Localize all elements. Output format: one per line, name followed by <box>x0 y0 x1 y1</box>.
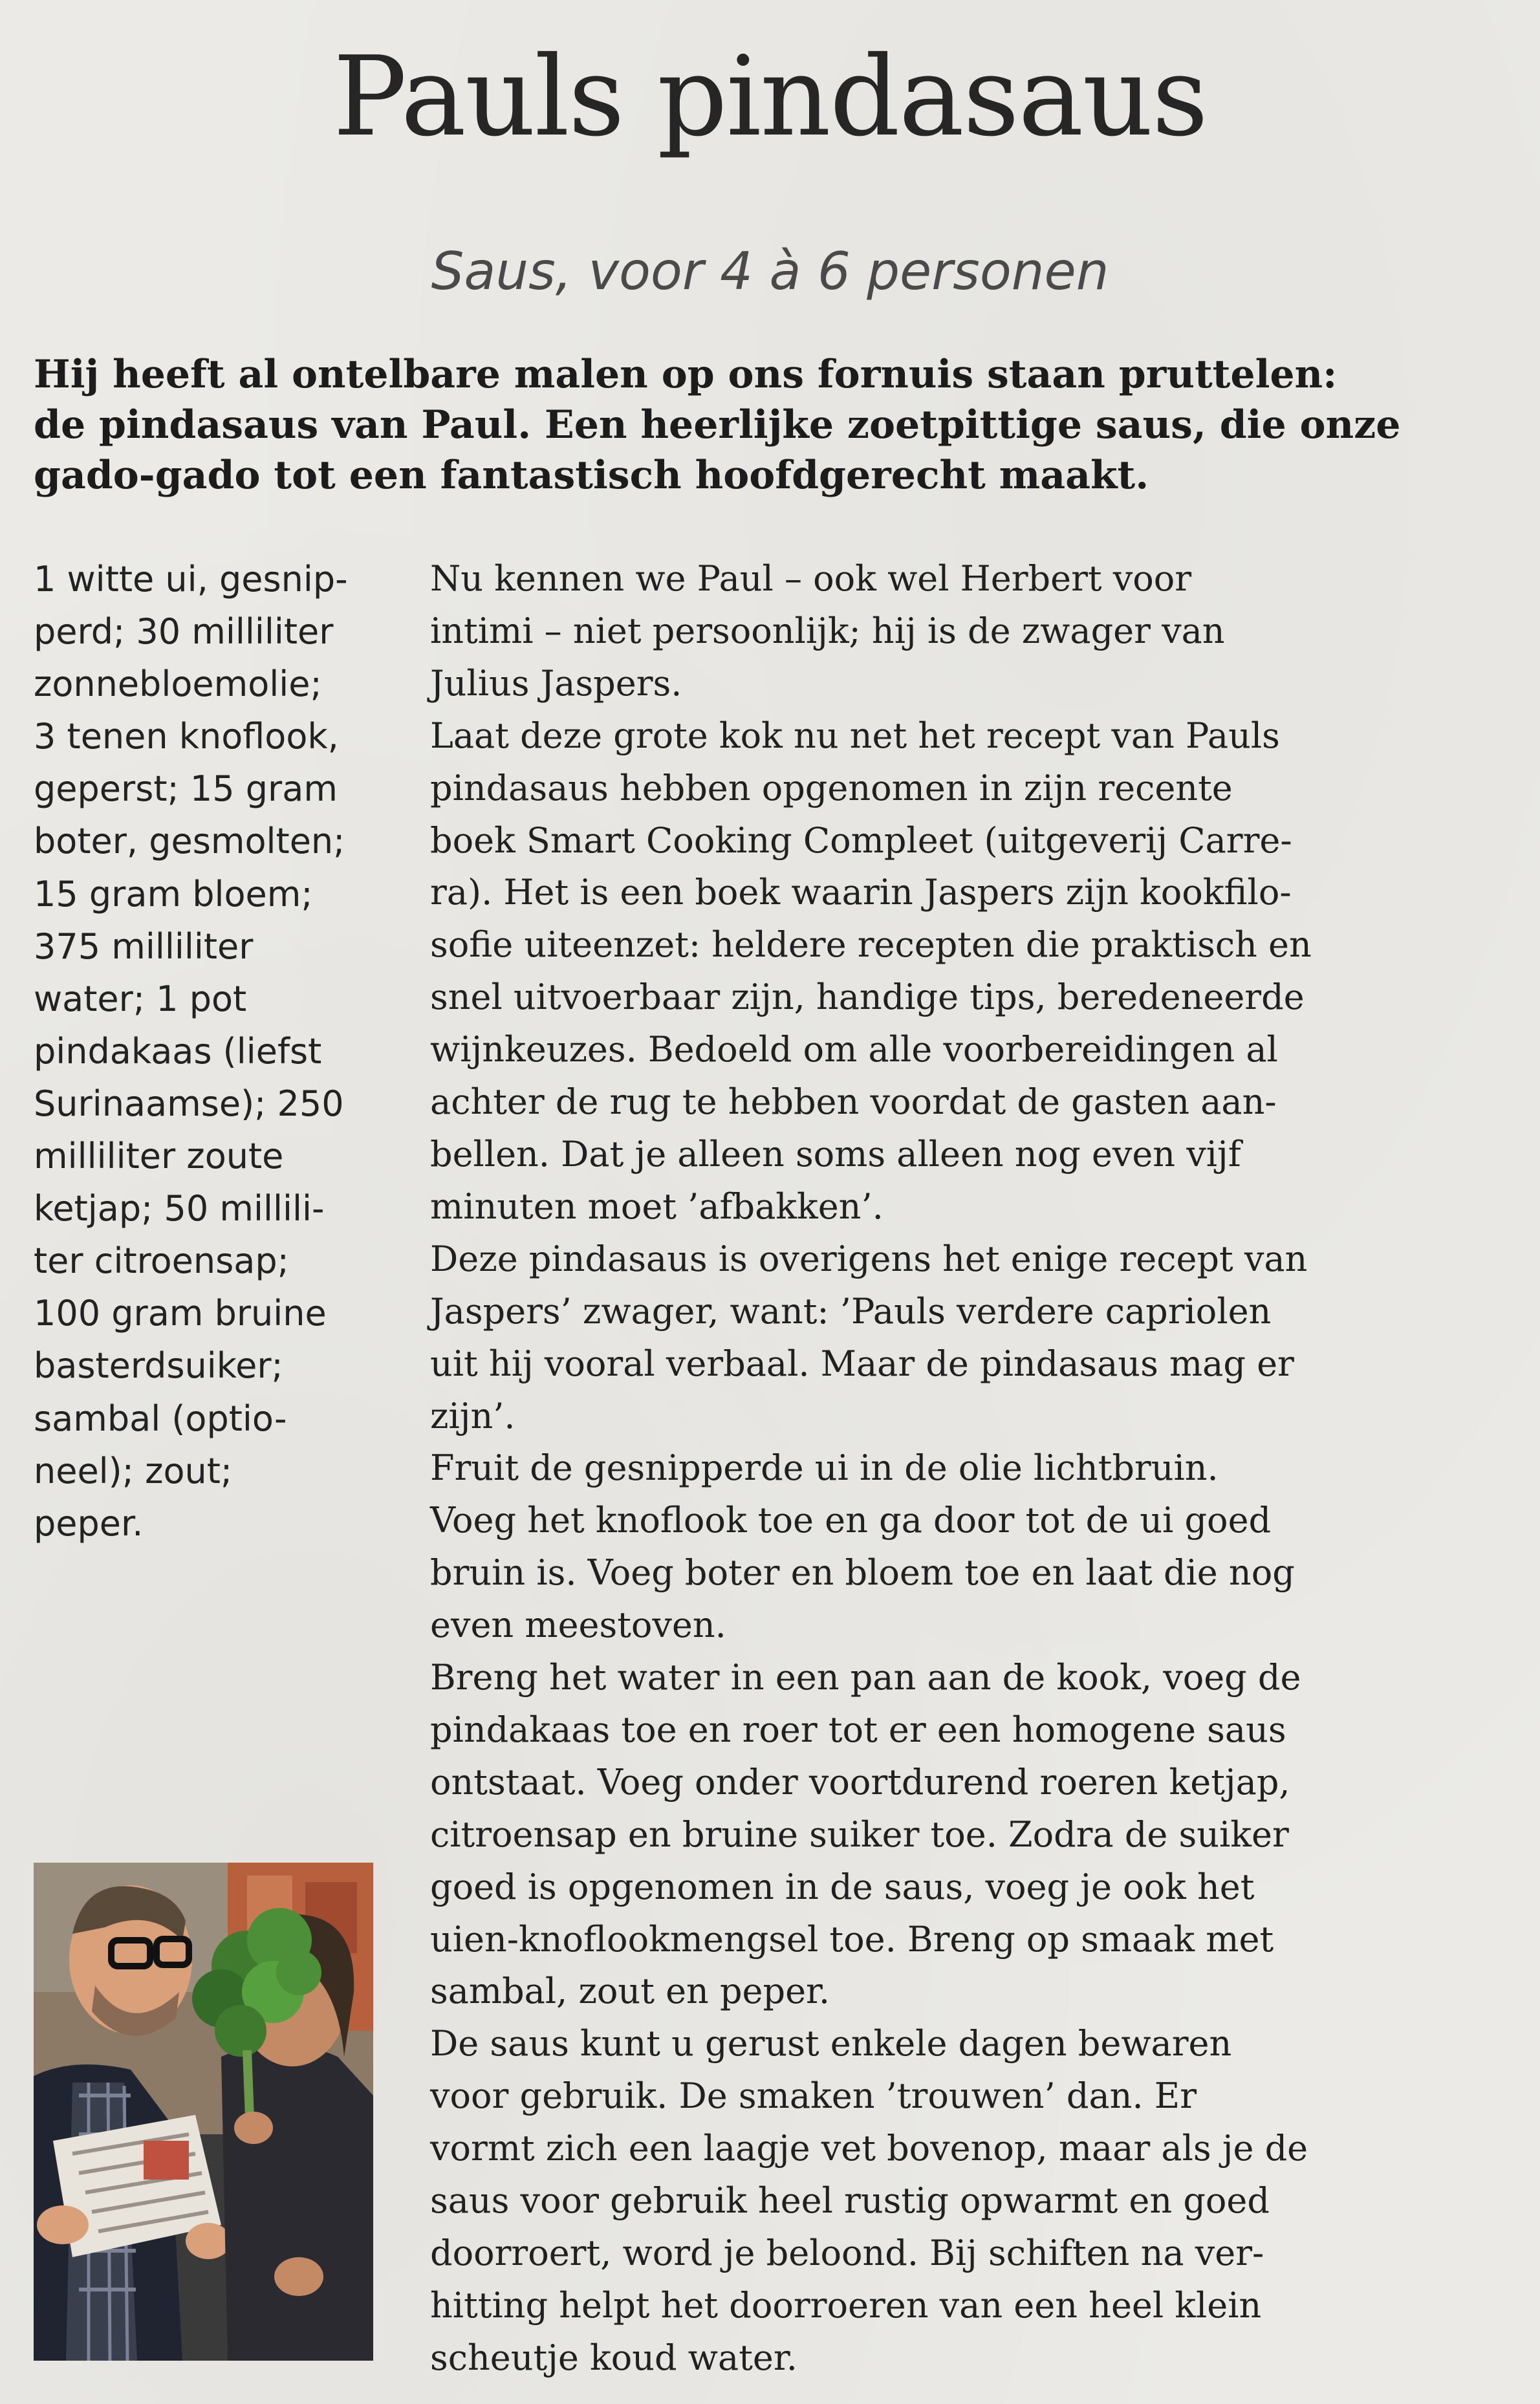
ingredient-line: ketjap; 50 millili- <box>34 1188 325 1229</box>
body-line: wijnkeuzes. Bedoeld om alle voorbereidingen al <box>430 1029 1278 1070</box>
ingredient-list <box>34 553 396 1550</box>
photo-illustration <box>34 1863 373 2361</box>
body-line: bellen. Dat je alleen soms alleen nog even vijf <box>430 1133 1241 1175</box>
body-line: Nu kennen we Paul – ook wel Herbert voor <box>430 558 1192 599</box>
body-line: Julius Jaspers. <box>430 662 682 704</box>
body-line: ra). Het is een boek waarin Jaspers zijn kookfilo- <box>430 872 1292 913</box>
ingredient-line: 100 gram bruine <box>34 1293 327 1334</box>
body-line: snel uitvoerbaar zijn, handige tips, beredeneerde <box>430 977 1305 1018</box>
body-line: boek Smart Cooking Compleet (uitgeverij Carre- <box>430 819 1292 861</box>
body-line: ontstaat. Voeg onder voortdurend roeren ketjap, <box>430 1761 1290 1803</box>
ingredient-line: sambal (optio- <box>34 1398 287 1439</box>
body-line: De saus kunt u gerust enkele dagen bewaren <box>430 2023 1232 2064</box>
body-line: Voeg het knoflook toe en ga door tot de ui goed <box>430 1500 1272 1541</box>
body-line: Breng het water in een pan aan de kook, voeg de <box>430 1657 1301 1698</box>
article-subtitle: Saus, voor 4 à 6 personen <box>431 241 1109 301</box>
body-line: pindasaus hebben opgenomen in zijn recente <box>430 767 1233 808</box>
ingredient-line: milliliter zoute <box>34 1136 284 1177</box>
ingredient-line: ter citroensap; <box>34 1240 289 1282</box>
article-body <box>430 553 1517 2385</box>
photo-two-men-with-parsley <box>34 1863 373 2361</box>
ingredient-line: 3 tenen knoflook, <box>34 716 339 757</box>
body-line: intimi – niet persoonlijk; hij is de zwager van <box>430 610 1225 651</box>
body-line: sambal, zout en peper. <box>430 1971 830 2012</box>
body-line: hitting helpt het doorroeren van een heel klein <box>430 2284 1262 2326</box>
ingredient-line: perd; 30 milliliter <box>34 611 334 653</box>
ingredient-line: peper. <box>34 1502 144 1544</box>
body-line: Fruit de gesnipperde ui in de olie lichtbruin. <box>430 1447 1219 1489</box>
ingredient-line: geperst; 15 gram <box>34 768 338 810</box>
ingredient-line: zonnebloemolie; <box>34 664 322 705</box>
body-line: Deze pindasaus is overigens het enige recept van <box>430 1238 1308 1279</box>
lead-line: gado-gado tot een fantastisch hoofdgerecht maakt. <box>34 453 1149 498</box>
body-line: doorroert, word je beloond. Bij schiften na ver- <box>430 2233 1264 2273</box>
body-line: bruin is. Voeg boter en bloem toe en laat die nog <box>430 1552 1295 1594</box>
body-line: Jaspers’ zwager, want: ’Pauls verdere capriolen <box>430 1290 1272 1332</box>
body-line: voor gebruik. De smaken ’trouwen’ dan. Er <box>430 2075 1197 2117</box>
body-line: zijn’. <box>430 1395 515 1436</box>
body-line: vormt zich een laagje vet bovenop, maar als je de <box>430 2128 1308 2169</box>
lead-line: Hij heeft al ontelbare malen op ons fornuis staan pruttelen: <box>34 352 1338 397</box>
body-line: pindakaas toe en roer tot er een homogene saus <box>430 1709 1286 1750</box>
ingredient-line: 1 witte ui, gesnip- <box>34 559 348 600</box>
body-line: goed is opgenomen in de saus, voeg je ook het <box>430 1866 1255 1907</box>
body-line: uit hij vooral verbaal. Maar de pindasaus mag er <box>430 1343 1294 1384</box>
ingredient-line: basterdsuiker; <box>34 1345 283 1387</box>
ingredient-line: 375 milliliter <box>34 926 254 967</box>
body-line: sofie uiteenzet: heldere recepten die praktisch en <box>430 924 1312 966</box>
ingredient-line: 15 gram bloem; <box>34 873 313 915</box>
article-lead <box>34 349 1515 501</box>
lead-line: de pindasaus van Paul. Een heerlijke zoetpittige saus, die onze <box>34 402 1401 448</box>
body-line: Laat deze grote kok nu net het recept van Pauls <box>430 715 1280 756</box>
body-line: citroensap en bruine suiker toe. Zodra de suiker <box>430 1814 1289 1855</box>
body-line: uien-knoflookmengsel toe. Breng op smaak met <box>430 1918 1274 1960</box>
body-line: achter de rug te hebben voordat de gasten aan- <box>430 1081 1277 1123</box>
article-title: Pauls pindasaus <box>332 33 1208 161</box>
ingredient-line: water; 1 pot <box>34 978 247 1019</box>
ingredient-line: boter, gesmolten; <box>34 821 345 862</box>
body-line: saus voor gebruik heel rustig opwarmt en goed <box>430 2180 1270 2222</box>
body-line: even meestoven. <box>430 1605 726 1646</box>
ingredient-line: Surinaamse); 250 <box>34 1083 344 1124</box>
body-line: scheutje koud water. <box>430 2337 797 2378</box>
ingredient-line: neel); zout; <box>34 1450 233 1491</box>
ingredient-line: pindakaas (liefst <box>34 1030 322 1072</box>
body-line: minuten moet ’afbakken’. <box>430 1186 884 1227</box>
